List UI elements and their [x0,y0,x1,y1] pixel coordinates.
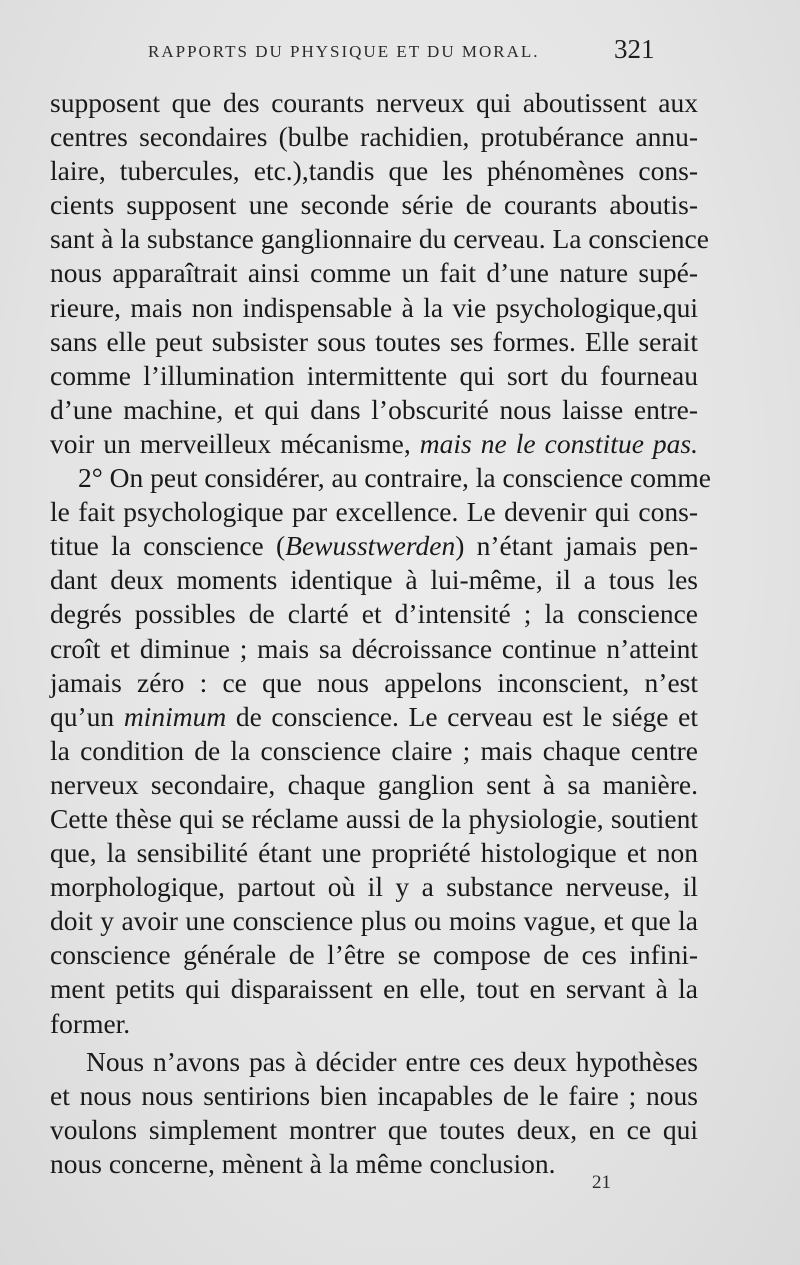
text-line: sant à la substance ganglionnaire du cerveau. La conscience [50,223,709,255]
text-line: rieure, mais non indispensable à la vie psychologique,qui [50,291,698,323]
signature-mark: 21 [592,1172,611,1193]
paragraph-continuation [50,86,709,461]
paragraph-second-hypothesis [50,461,711,1041]
text-line: doit y avoir une conscience plus ou moins vague, et que la [50,905,698,937]
text-line: nerveux secondaire, chaque ganglion sent à sa manière. [50,768,698,800]
italic-run: minimum [123,700,227,732]
text-line [50,427,698,461]
text-line: jamais zéro : ce que nous appelons inconscient, n’est [50,666,698,698]
text-line: ment petits qui disparaissent en elle, tout en servant à la [50,973,698,1005]
text-line [50,529,698,563]
text-line: le fait psychologique par excellence. Le devenir qui cons- [50,496,698,528]
text-line: nous concerne, mènent à la même conclusion. [50,1147,556,1179]
text-line: voulons simplement montrer que toutes deux, en ce qui [50,1113,698,1145]
text-line: la condition de la conscience claire ; mais chaque centre [50,734,698,766]
text-line: degrés possibles de clarté et d’intensité ; la conscience [50,598,698,630]
paragraph-conclusion [50,1045,698,1181]
page-body [50,86,711,1181]
text-line: comme l’illumination intermittente qui sort du fourneau [50,359,698,391]
text-run: qu’un [50,700,115,732]
text-line: conscience générale de l’être se compose de ces infini- [50,939,698,971]
text-line: Nous n’avons pas à décider entre ces deux hypothèses [86,1045,698,1077]
text-line: morphologique, partout où il y a substance nerveuse, il [50,871,698,903]
text-line: sans elle peut subsister sous toutes ses formes. Elle serait [50,325,698,357]
text-line: laire, tubercules, etc.),tandis que les phénomènes cons- [50,155,698,187]
italic-run: Bewusstwerden [285,530,456,562]
text-line: supposent que des courants nerveux qui aboutissent aux [50,87,698,118]
text-line: et nous nous sentirions bien incapables de le faire ; nous [50,1079,698,1111]
text-line [50,700,698,734]
text-line: Cette thèse qui se réclame aussi de la physiologie, soutient [50,802,698,834]
page-number: 321 [614,34,655,64]
italic-run: mais ne le constitue pas. [419,427,698,459]
text-line: que, la sensibilité étant une propriété histologique et non [50,837,698,869]
text-line: croît et diminue ; mais sa décroissance continue n’atteint [50,632,698,664]
running-head: RAPPORTS DU PHYSIQUE ET DU MORAL. [148,42,540,61]
text-line: cients supposent une seconde série de courants aboutis- [50,189,698,221]
text-run: titue la conscience ( [50,530,286,562]
text-run: de conscience. Le cerveau est le siége et [235,700,698,732]
text-run: ) n’étant jamais pen- [455,530,698,562]
text-line: centres secondaires (bulbe rachidien, protubérance annu- [50,121,698,153]
text-line: dant deux moments identique à lui-même, il a tous les [50,564,698,596]
text-run: voir un merveilleux mécanisme, [50,427,411,459]
text-line: nous apparaîtrait ainsi comme un fait d’une nature supé- [50,257,698,289]
text-line: 2° On peut considérer, au contraire, la conscience comme [78,462,711,494]
text-line: d’une machine, et qui dans l’obscurité nous laisse entre- [50,393,698,425]
text-line: former. [50,1007,131,1039]
